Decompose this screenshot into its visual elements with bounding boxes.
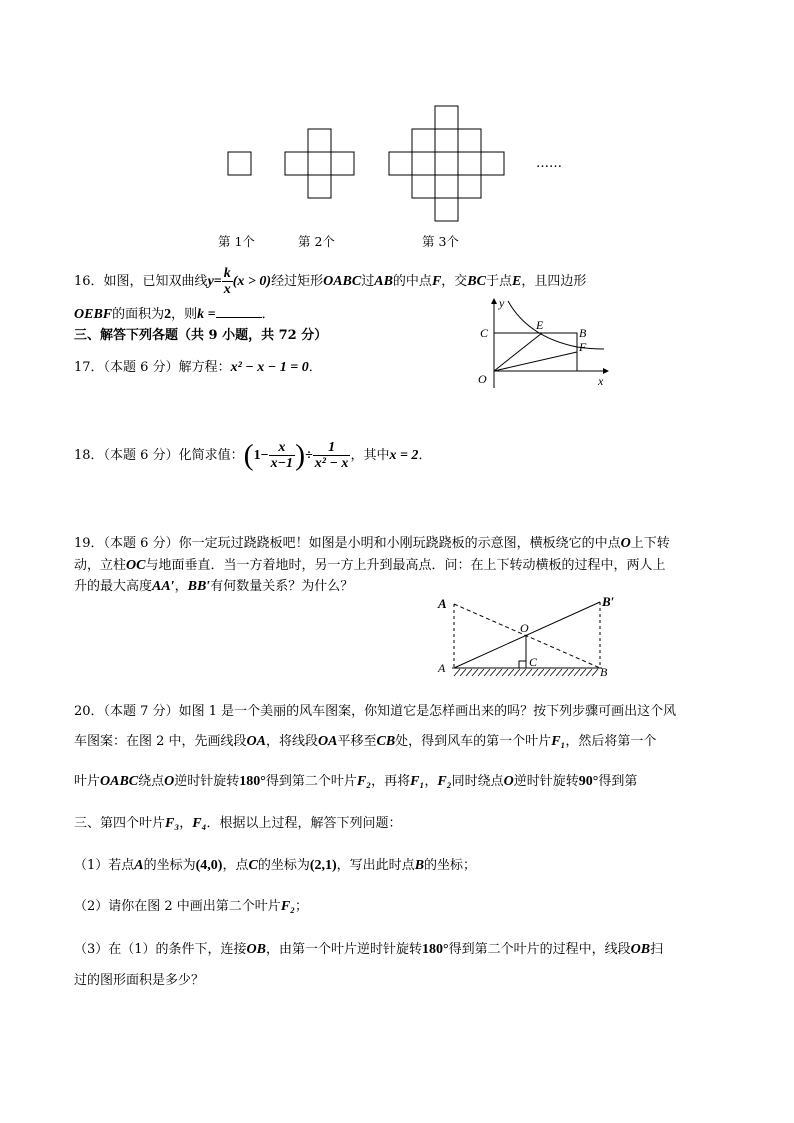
q20-line3: 叶片OABC绕点O逆时针旋转180°得到第二个叶片F₂，再将F₁，F₂同时绕点O逆时针旋转90°得到第 <box>74 774 638 789</box>
pattern-2 <box>285 129 354 198</box>
q20-part1: （1）若点A的坐标为(4,0)，点C的坐标为(2,1)，写出此时点B的坐标； <box>74 858 477 873</box>
graph-label-F: F <box>579 340 587 354</box>
q18-fraction-2: $\frac{1}{\text{x² − x}}$ <box>314 440 349 471</box>
q20-part3-line1: （3）在（1）的条件下，连接OB，由第一个叶片逆时针旋转180°得到第二个叶片的过程中，线段OB扫 <box>74 942 664 957</box>
caption-1: 第 1个 <box>218 234 255 249</box>
caption-3: 第 3个 <box>422 234 459 249</box>
q20-line4: 三、第四个叶片F₃，F₄．根据以上过程，解答下列问题： <box>74 816 402 831</box>
pattern-1-square <box>228 152 251 175</box>
graph-label-C: C <box>480 326 489 340</box>
graph-label-y: y <box>499 296 505 310</box>
q16-fraction: $\frac{k}{x}$ <box>223 266 231 297</box>
q19-line1: 19．（本题 6 分）你一定玩过跷跷板吧！如图是小明和小刚玩跷跷板的示意图，横板绕它的中点O上下转 <box>74 536 670 551</box>
q20-line2: 车图案：在图 2 中，先画线段OA，将线段OA平移至CB处，得到风车的第一个叶片F₁，然后将第一个 <box>74 734 657 749</box>
graph-label-O: O <box>478 372 487 386</box>
seesaw-label-A-top: A <box>438 596 447 611</box>
q18-fraction-1: $\frac{x}{x-1}$ <box>270 440 294 471</box>
q20-line1: 20．（本题 7 分）如图 1 是一个美丽的风车图案，你知道它是怎样画出来的吗？按下列步骤可画出这个风 <box>74 704 677 719</box>
pattern-3 <box>389 106 504 221</box>
q16-line2: OEBF的面积为2，则k = ． <box>74 307 275 322</box>
graph-label-B: B <box>579 326 587 340</box>
seesaw-label-C: C <box>529 655 538 669</box>
section-3-heading: 三、解答下列各题（共 9 小题，共 72 分） <box>74 328 328 343</box>
q19-seesaw-figure <box>430 592 620 682</box>
answer-blank[interactable] <box>216 305 262 318</box>
seesaw-label-A: A <box>438 661 446 675</box>
q19-line3: 升的最大高度AA′，BB′有何数量关系？为什么？ <box>74 579 354 594</box>
seesaw-label-B: B <box>600 665 608 679</box>
q16-line1: 16．如图，已知双曲线y= $\frac{k}{x}$ (x > 0)经过矩形OABC过AB的中点F，交BC于点E，且四边形 <box>74 266 587 297</box>
q20-part2: （2）请你在图 2 中画出第二个叶片F₂； <box>74 899 309 914</box>
seesaw-label-B-top: B′ <box>602 594 615 609</box>
q18: 18．（本题 6 分）化简求值：(1− $\frac{x}{x-1}$ )÷ $\frac{1}{\text{x² − x}}$ ，其中x = 2． <box>74 438 432 472</box>
caption-2: 第 2个 <box>298 234 335 249</box>
graph-label-x: x <box>598 374 604 388</box>
graph-label-E: E <box>536 318 544 332</box>
seesaw-label-O: O <box>520 621 529 635</box>
q20-part3-line2: 过的图形面积是多少？ <box>74 973 205 988</box>
q16-hyperbola-graph <box>470 293 620 393</box>
q19-line2: 动，立柱OC与地面垂直．当一方着地时，另一方上升到最高点．问：在上下转动横板的过程中，两人上 <box>74 558 666 573</box>
q17: 17．（本题 6 分）解方程：x² − x − 1 = 0． <box>74 360 322 375</box>
pattern-ellipsis: …… <box>536 156 562 171</box>
